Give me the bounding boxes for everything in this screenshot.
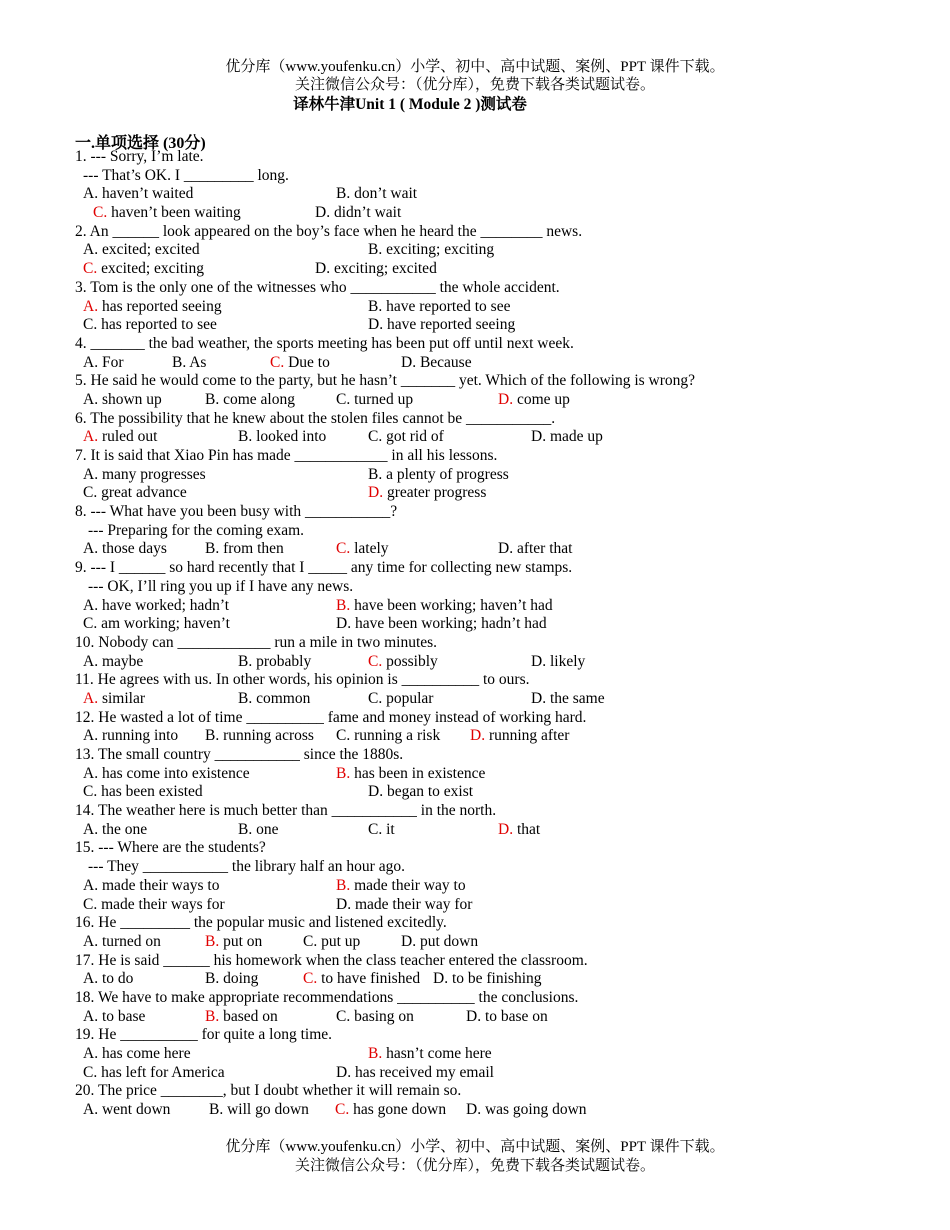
option-text: has come here bbox=[98, 1045, 191, 1062]
page-title: 译林牛津Unit 1 ( Module 2 )测试卷 bbox=[293, 96, 527, 113]
option bbox=[433, 970, 542, 989]
option bbox=[336, 896, 472, 915]
option-letter: D. bbox=[531, 428, 547, 446]
option-text: great advance bbox=[97, 484, 187, 502]
question-text: 7. It is said that Xiao Pin has made ____________ in all his lessons. bbox=[75, 447, 498, 464]
option-text: probably bbox=[252, 652, 312, 670]
option-text: began to exist bbox=[383, 783, 474, 801]
option bbox=[205, 391, 295, 410]
option-text: to base on bbox=[481, 1007, 548, 1025]
option-letter: A. bbox=[83, 1045, 99, 1062]
option-letter: B. bbox=[205, 540, 220, 558]
option-letter: D. bbox=[336, 1063, 352, 1081]
question-text: 20. The price ________, but I doubt whether it will remain so. bbox=[75, 1082, 462, 1100]
answer-letter: B. bbox=[368, 1045, 383, 1062]
option-row bbox=[0, 185, 950, 204]
question-text: 6. The possibility that he knew about the stolen files cannot be ___________. bbox=[75, 409, 556, 427]
question-text: 15. --- Where are the students? bbox=[75, 839, 266, 857]
answer-letter: C. bbox=[336, 540, 351, 558]
option-row bbox=[0, 615, 950, 634]
option bbox=[336, 1008, 414, 1027]
option-text: will go down bbox=[223, 1101, 309, 1119]
option-text: running into bbox=[98, 727, 179, 745]
option bbox=[368, 241, 494, 260]
option bbox=[335, 1101, 446, 1120]
option bbox=[336, 877, 466, 896]
option-letter: A. bbox=[83, 876, 99, 894]
option-letter: A. bbox=[83, 540, 99, 558]
answer-letter: A. bbox=[83, 428, 99, 446]
option bbox=[172, 354, 206, 373]
answer-letter: D. bbox=[470, 727, 486, 745]
option-letter: A. bbox=[83, 465, 99, 483]
option-row bbox=[0, 540, 950, 559]
option-text: based on bbox=[219, 1007, 278, 1025]
option-text: excited; excited bbox=[98, 241, 200, 259]
option bbox=[83, 615, 230, 634]
option-text: have reported to see bbox=[382, 297, 511, 315]
option-text: has gone down bbox=[349, 1101, 447, 1119]
option-letter: A. bbox=[83, 596, 99, 614]
option bbox=[93, 204, 241, 223]
option bbox=[83, 466, 206, 485]
option bbox=[498, 391, 570, 410]
option bbox=[498, 540, 572, 559]
option-letter: A. bbox=[83, 185, 99, 203]
option-row bbox=[0, 316, 950, 335]
answer-letter: C. bbox=[368, 652, 383, 670]
option bbox=[401, 933, 478, 952]
answer-letter: B. bbox=[336, 876, 351, 894]
option bbox=[83, 260, 204, 279]
option-letter: B. bbox=[238, 689, 253, 707]
option-row bbox=[0, 1101, 950, 1120]
answer-letter: B. bbox=[205, 1007, 220, 1025]
option-text: have worked; hadn’t bbox=[98, 596, 230, 614]
option bbox=[205, 540, 284, 559]
answer-letter: C. bbox=[335, 1101, 350, 1119]
option bbox=[336, 765, 485, 784]
option-text: excited; exciting bbox=[97, 260, 204, 278]
option-text: likely bbox=[546, 652, 586, 670]
question-text: 18. We have to make appropriate recommendations __________ the conclusions. bbox=[75, 988, 579, 1006]
option bbox=[83, 1045, 191, 1064]
option-row bbox=[0, 466, 950, 485]
option-row bbox=[0, 597, 950, 616]
option-text: made their ways for bbox=[97, 895, 225, 913]
option bbox=[83, 1064, 225, 1083]
option-text: to have finished bbox=[317, 970, 421, 988]
option bbox=[303, 970, 420, 989]
option bbox=[336, 615, 547, 634]
option-letter: B. bbox=[172, 353, 187, 371]
option-letter: B. bbox=[238, 428, 253, 446]
option-row bbox=[0, 690, 950, 709]
answer-letter: D. bbox=[498, 390, 514, 408]
option bbox=[368, 783, 473, 802]
option bbox=[83, 316, 217, 335]
option-letter: D. bbox=[466, 1101, 482, 1119]
option-row bbox=[0, 204, 950, 223]
option-letter: A. bbox=[83, 241, 99, 259]
question-text: 16. He _________ the popular music and listened excitedly. bbox=[75, 914, 447, 932]
option-text: from then bbox=[219, 540, 284, 558]
option-text: put down bbox=[416, 932, 479, 950]
answer-letter: B. bbox=[205, 932, 220, 950]
header-line-2: 关注微信公众号：（优分库），免费下载各类试题试卷。 bbox=[294, 77, 655, 93]
option bbox=[83, 821, 147, 840]
option bbox=[238, 821, 278, 840]
option bbox=[83, 241, 200, 260]
option bbox=[368, 690, 433, 709]
option bbox=[270, 354, 330, 373]
option bbox=[83, 653, 143, 672]
option-row bbox=[0, 933, 950, 952]
option-row bbox=[0, 783, 950, 802]
option-letter: B. bbox=[205, 727, 220, 745]
option-text: to do bbox=[98, 970, 134, 988]
option-text: put up bbox=[317, 932, 361, 950]
question-text: --- They ___________ the library half an hour ago. bbox=[88, 858, 405, 876]
option-text: those days bbox=[98, 540, 167, 558]
option bbox=[205, 970, 258, 989]
option bbox=[336, 540, 389, 559]
option-letter: A. bbox=[83, 820, 99, 838]
option-text: that bbox=[513, 820, 541, 838]
option-row bbox=[0, 1008, 950, 1027]
option-row bbox=[0, 765, 950, 784]
option-text: has come into existence bbox=[98, 764, 250, 782]
answer-letter: B. bbox=[336, 764, 351, 782]
option-text: have reported seeing bbox=[383, 316, 516, 334]
option bbox=[336, 727, 440, 746]
header-line-1: 优分库（www.youfenku.cn）小学、初中、高中试题、案例、PPT 课件下载。 bbox=[225, 59, 725, 75]
option-row bbox=[0, 298, 950, 317]
option-letter: D. bbox=[466, 1007, 482, 1025]
option-row bbox=[0, 653, 950, 672]
question-text: 10. Nobody can ____________ run a mile in two minutes. bbox=[75, 633, 438, 651]
option-letter: C. bbox=[303, 932, 318, 950]
option-text: put on bbox=[219, 932, 263, 950]
option-letter: B. bbox=[368, 297, 383, 315]
option bbox=[315, 204, 401, 223]
option-text: common bbox=[252, 689, 311, 707]
option-text: running a risk bbox=[350, 727, 441, 745]
option-text: was going down bbox=[481, 1101, 587, 1119]
answer-letter: A. bbox=[83, 297, 99, 315]
option bbox=[83, 1101, 170, 1120]
option bbox=[83, 877, 219, 896]
option bbox=[83, 783, 203, 802]
option bbox=[205, 1008, 278, 1027]
option bbox=[531, 428, 603, 447]
option-letter: D. bbox=[336, 895, 352, 913]
option-letter: D. bbox=[315, 204, 331, 222]
option-letter: A. bbox=[83, 970, 99, 988]
option bbox=[83, 354, 124, 373]
option-letter: B. bbox=[238, 652, 253, 670]
option bbox=[83, 1008, 145, 1027]
option-letter: A. bbox=[83, 652, 99, 670]
option-letter: C. bbox=[336, 390, 351, 408]
option-text: made their ways to bbox=[98, 876, 220, 894]
option-text: popular bbox=[382, 689, 434, 707]
question-text: --- That’s OK. I _________ long. bbox=[83, 166, 289, 184]
option bbox=[83, 765, 250, 784]
footer-line-2: 关注微信公众号：（优分库），免费下载各类试题试卷。 bbox=[294, 1158, 655, 1174]
section-heading: 一.单项选择 (30分) bbox=[75, 135, 206, 152]
option-text: got rid of bbox=[382, 428, 444, 446]
option-text: has received my email bbox=[351, 1063, 494, 1081]
option-text: has reported to see bbox=[97, 316, 217, 334]
option-text: one bbox=[252, 820, 279, 838]
option-text: don’t wait bbox=[350, 185, 418, 203]
option-letter: C. bbox=[336, 727, 351, 745]
option-letter: D. bbox=[401, 932, 417, 950]
option-text: Because bbox=[416, 353, 472, 371]
option bbox=[209, 1101, 309, 1120]
option bbox=[466, 1101, 587, 1120]
option-text: went down bbox=[98, 1101, 171, 1119]
question-text: 11. He agrees with us. In other words, his opinion is __________ to ours. bbox=[75, 671, 530, 689]
option bbox=[368, 428, 444, 447]
option-text: exciting; excited bbox=[330, 260, 437, 278]
option-text: it bbox=[382, 820, 395, 838]
option bbox=[368, 298, 510, 317]
option bbox=[238, 428, 326, 447]
answer-letter: C. bbox=[83, 260, 98, 278]
option-letter: B. bbox=[238, 820, 253, 838]
option bbox=[368, 316, 515, 335]
option bbox=[83, 391, 162, 410]
option-text: lately bbox=[350, 540, 389, 558]
option bbox=[368, 1045, 492, 1064]
option bbox=[303, 933, 360, 952]
option-row bbox=[0, 1045, 950, 1064]
option-text: looked into bbox=[252, 428, 327, 446]
option-text: shown up bbox=[98, 390, 162, 408]
option-text: running across bbox=[219, 727, 314, 745]
option-letter: C. bbox=[368, 689, 383, 707]
option-text: many progresses bbox=[98, 465, 206, 483]
option bbox=[83, 896, 225, 915]
question-text: 1. --- Sorry, I’m late. bbox=[75, 148, 204, 165]
option-text: possibly bbox=[382, 652, 438, 670]
option-text: For bbox=[98, 353, 124, 371]
option-letter: D. bbox=[315, 260, 331, 278]
option bbox=[470, 727, 569, 746]
option-letter: D. bbox=[498, 540, 514, 558]
option-text: maybe bbox=[98, 652, 144, 670]
option bbox=[83, 428, 157, 447]
option-letter: C. bbox=[83, 1063, 98, 1081]
option-text: doing bbox=[219, 970, 259, 988]
footer-line-1: 优分库（www.youfenku.cn）小学、初中、高中试题、案例、PPT 课件下载。 bbox=[225, 1139, 725, 1155]
option bbox=[83, 298, 222, 317]
question-text: 9. --- I ______ so hard recently that I _____ any time for collecting new stamps. bbox=[75, 559, 573, 577]
option-letter: C. bbox=[368, 428, 383, 446]
option-text: made their way for bbox=[351, 895, 473, 913]
option-text: have been working; haven’t had bbox=[350, 596, 553, 614]
option-letter: D. bbox=[531, 689, 547, 707]
option-text: Due to bbox=[284, 353, 330, 371]
option-text: running after bbox=[485, 727, 570, 745]
option-text: the same bbox=[546, 689, 605, 707]
option-text: has left for America bbox=[97, 1063, 225, 1081]
option-row bbox=[0, 877, 950, 896]
option-text: has been existed bbox=[97, 783, 203, 801]
question-text: 17. He is said ______ his homework when the class teacher entered the classroom. bbox=[75, 951, 588, 969]
answer-letter: A. bbox=[83, 689, 99, 707]
option-row bbox=[0, 354, 950, 373]
option bbox=[83, 540, 167, 559]
option-text: after that bbox=[513, 540, 573, 558]
question-text: 12. He wasted a lot of time __________ fame and money instead of working hard. bbox=[75, 708, 587, 726]
option-letter: B. bbox=[209, 1101, 224, 1119]
option-letter: B. bbox=[336, 185, 351, 203]
option-letter: A. bbox=[83, 1101, 99, 1119]
option bbox=[466, 1008, 548, 1027]
option-letter: A. bbox=[83, 727, 99, 745]
option-letter: C. bbox=[83, 783, 98, 801]
question-text: 13. The small country ___________ since the 1880s. bbox=[75, 746, 404, 763]
option bbox=[368, 484, 486, 503]
question-text: --- OK, I’ll ring you up if I have any news. bbox=[88, 577, 354, 595]
option-row bbox=[0, 727, 950, 746]
option bbox=[83, 970, 133, 989]
option-letter: D. bbox=[433, 970, 449, 988]
option-letter: A. bbox=[83, 932, 99, 950]
option-letter: D. bbox=[368, 316, 384, 334]
option bbox=[83, 933, 161, 952]
answer-letter: C. bbox=[303, 970, 318, 988]
option bbox=[83, 597, 229, 616]
option-text: have been working; hadn’t had bbox=[351, 615, 547, 633]
option-row bbox=[0, 391, 950, 410]
question-text: 4. _______ the bad weather, the sports meeting has been put off until next week. bbox=[75, 334, 574, 352]
question-text: 8. --- What have you been busy with ___________? bbox=[75, 503, 398, 521]
option bbox=[83, 484, 187, 503]
option-row bbox=[0, 484, 950, 503]
option-letter: B. bbox=[368, 465, 383, 483]
answer-letter: D. bbox=[498, 820, 514, 838]
option-text: the one bbox=[98, 820, 148, 838]
option-text: made their way to bbox=[350, 876, 466, 894]
answer-letter: C. bbox=[270, 353, 285, 371]
option-letter: A. bbox=[83, 390, 99, 408]
option bbox=[83, 185, 193, 204]
option-row bbox=[0, 241, 950, 260]
option-text: exciting; exciting bbox=[382, 241, 495, 259]
question-text: --- Preparing for the coming exam. bbox=[88, 521, 305, 539]
option bbox=[531, 690, 605, 709]
option-letter: C. bbox=[83, 316, 98, 334]
option bbox=[238, 653, 311, 672]
option-text: to base bbox=[98, 1007, 146, 1025]
question-list bbox=[0, 148, 950, 1120]
option-text: come along bbox=[219, 390, 295, 408]
option-letter: A. bbox=[83, 764, 99, 782]
option-text: has reported seeing bbox=[98, 297, 222, 315]
option-letter: D. bbox=[531, 652, 547, 670]
option-text: hasn’t come here bbox=[382, 1045, 492, 1062]
option-text: basing on bbox=[350, 1007, 414, 1025]
option-letter: C. bbox=[83, 615, 98, 633]
option-text: made up bbox=[546, 428, 603, 446]
option-letter: A. bbox=[83, 1007, 99, 1025]
question-text: 3. Tom is the only one of the witnesses who ___________ the whole accident. bbox=[75, 278, 560, 296]
option-text: am working; haven’t bbox=[97, 615, 230, 633]
option bbox=[368, 653, 438, 672]
answer-letter: C. bbox=[93, 204, 108, 222]
option-row bbox=[0, 896, 950, 915]
option-letter: C. bbox=[368, 820, 383, 838]
option-text: to be finishing bbox=[448, 970, 542, 988]
option-text: similar bbox=[98, 689, 146, 707]
option bbox=[238, 690, 310, 709]
option bbox=[531, 653, 585, 672]
option-letter: D. bbox=[368, 783, 384, 801]
option bbox=[498, 821, 540, 840]
option bbox=[368, 466, 509, 485]
option-text: haven’t been waiting bbox=[107, 204, 241, 222]
option-letter: D. bbox=[401, 353, 417, 371]
option-letter: C. bbox=[83, 895, 98, 913]
option bbox=[83, 727, 178, 746]
option-row bbox=[0, 260, 950, 279]
option-letter: C. bbox=[336, 1007, 351, 1025]
question-text: 19. He __________ for quite a long time. bbox=[75, 1026, 332, 1044]
option-letter: C. bbox=[83, 484, 98, 502]
option-text: come up bbox=[513, 390, 570, 408]
option-letter: B. bbox=[205, 390, 220, 408]
option-text: greater progress bbox=[383, 484, 487, 502]
option-text: didn’t wait bbox=[330, 204, 402, 222]
option bbox=[315, 260, 437, 279]
question-text: 2. An ______ look appeared on the boy’s face when he heard the ________ news. bbox=[75, 222, 583, 240]
option-letter: B. bbox=[205, 970, 220, 988]
option-text: turned up bbox=[350, 390, 414, 408]
option-row bbox=[0, 970, 950, 989]
question-text: 14. The weather here is much better than ___________ in the north. bbox=[75, 802, 497, 820]
option-row bbox=[0, 1064, 950, 1083]
option bbox=[368, 821, 395, 840]
option-row bbox=[0, 821, 950, 840]
answer-letter: D. bbox=[368, 484, 384, 502]
option bbox=[205, 933, 262, 952]
option-row bbox=[0, 428, 950, 447]
option-letter: D. bbox=[336, 615, 352, 633]
option-letter: A. bbox=[83, 353, 99, 371]
option-text: ruled out bbox=[98, 428, 158, 446]
option bbox=[336, 185, 417, 204]
option-text: turned on bbox=[98, 932, 161, 950]
option-text: has been in existence bbox=[350, 764, 486, 782]
option bbox=[205, 727, 314, 746]
option bbox=[401, 354, 472, 373]
option-text: As bbox=[186, 353, 207, 371]
option-text: a plenty of progress bbox=[382, 465, 509, 483]
option bbox=[336, 597, 553, 616]
question-text: 5. He said he would come to the party, but he hasn’t _______ yet. Which of the following is wrong? bbox=[75, 372, 696, 390]
option bbox=[336, 391, 413, 410]
option bbox=[336, 1064, 494, 1083]
option-text: haven’t waited bbox=[98, 185, 194, 203]
answer-letter: B. bbox=[336, 596, 351, 614]
option-letter: B. bbox=[368, 241, 383, 259]
option bbox=[83, 690, 145, 709]
